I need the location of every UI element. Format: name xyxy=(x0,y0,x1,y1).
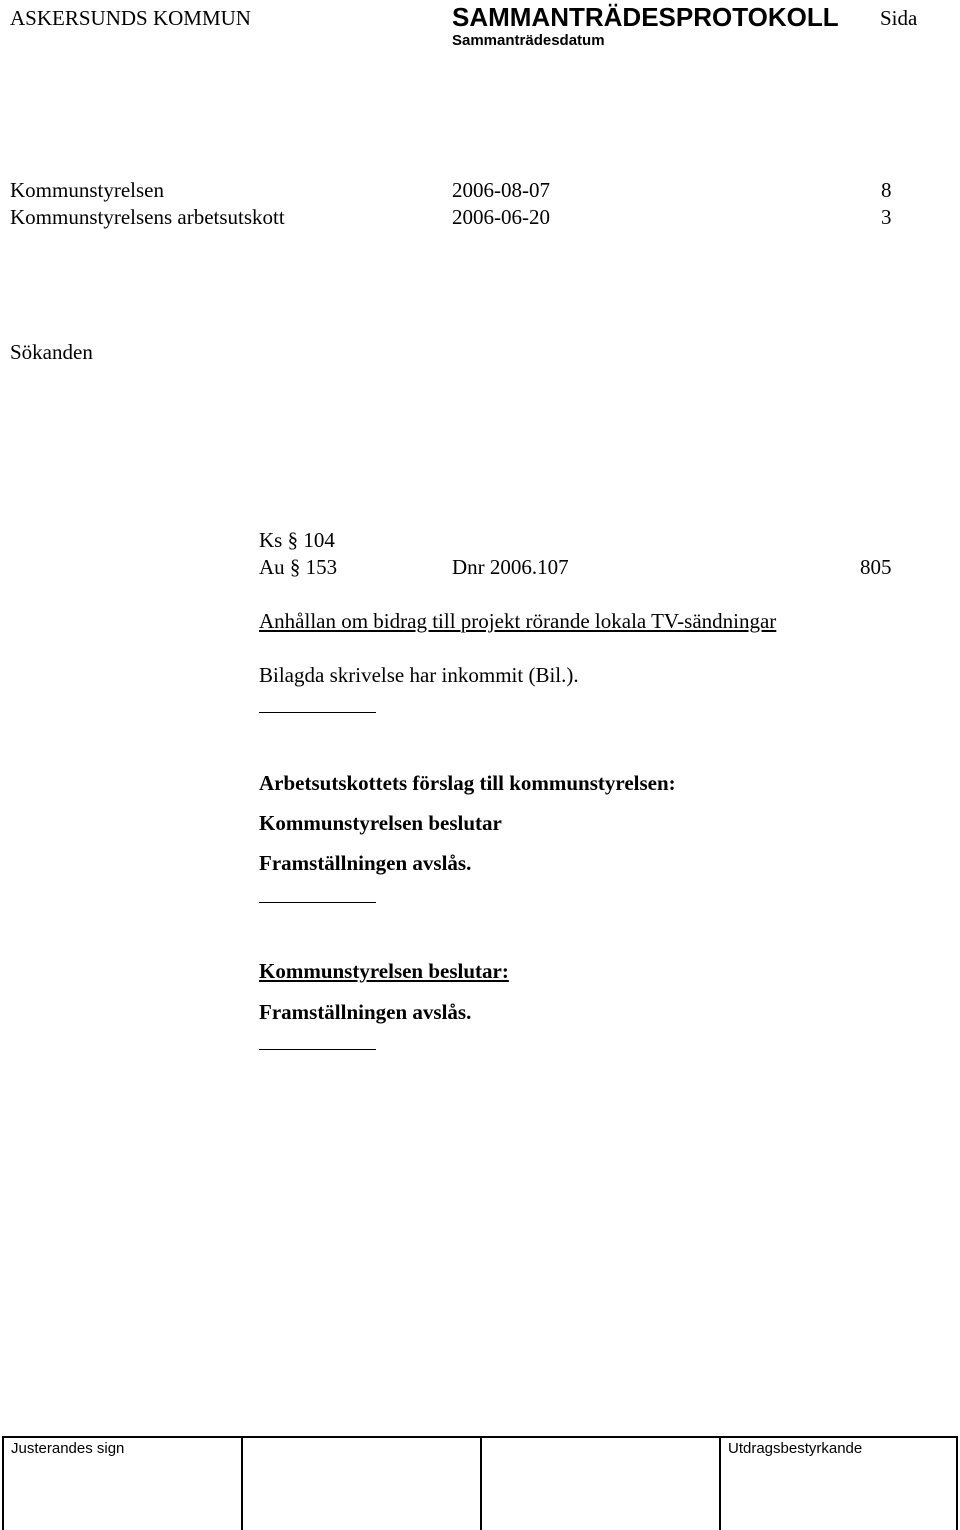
meeting-page-ks: 8 xyxy=(881,178,892,202)
meeting-page-au: 3 xyxy=(881,205,892,229)
footer-cell-4 xyxy=(721,1438,956,1530)
proposal-line-2: Framställningen avslås. xyxy=(259,851,472,875)
meeting-date-ks: 2006-08-07 xyxy=(452,178,550,202)
case-subject: Anhållan om bidrag till projekt rörande lokala TV-sändningar xyxy=(259,609,777,633)
footer-cell-1 xyxy=(4,1438,243,1530)
case-code: 805 xyxy=(860,555,892,579)
case-body-text: Bilagda skrivelse har inkommit (Bil.). xyxy=(259,663,579,687)
footer-label-signature: Justerandes sign xyxy=(11,1440,125,1457)
page-label: Sida xyxy=(880,6,918,30)
diary-number: Dnr 2006.107 xyxy=(452,555,569,579)
footer-cell-3 xyxy=(482,1438,721,1530)
meeting-body-au: Kommunstyrelsens arbetsutskott xyxy=(10,205,285,229)
municipality-name: ASKERSUNDS KOMMUN xyxy=(10,6,251,30)
recipient: Sökanden xyxy=(10,340,93,364)
proposal-line-1: Kommunstyrelsen beslutar xyxy=(259,811,502,835)
ks-paragraph-ref: Ks § 104 xyxy=(259,528,335,552)
footer-label-certification: Utdragsbestyrkande xyxy=(728,1440,863,1457)
meeting-date-au: 2006-06-20 xyxy=(452,205,550,229)
document-title: SAMMANTRÄDESPROTOKOLL xyxy=(452,2,839,32)
meeting-date-label: Sammanträdesdatum xyxy=(452,32,605,49)
meeting-body-ks: Kommunstyrelsen xyxy=(10,178,164,202)
au-paragraph-ref: Au § 153 xyxy=(259,555,338,579)
separator-rule xyxy=(259,1049,376,1050)
separator-rule xyxy=(259,712,376,713)
signature-footer xyxy=(2,1436,958,1530)
decision-text: Framställningen avslås. xyxy=(259,1000,472,1024)
proposal-heading: Arbetsutskottets förslag till kommunstyrelsen: xyxy=(259,771,676,795)
decision-heading: Kommunstyrelsen beslutar: xyxy=(259,959,509,983)
footer-cell-2 xyxy=(243,1438,482,1530)
separator-rule xyxy=(259,902,376,903)
